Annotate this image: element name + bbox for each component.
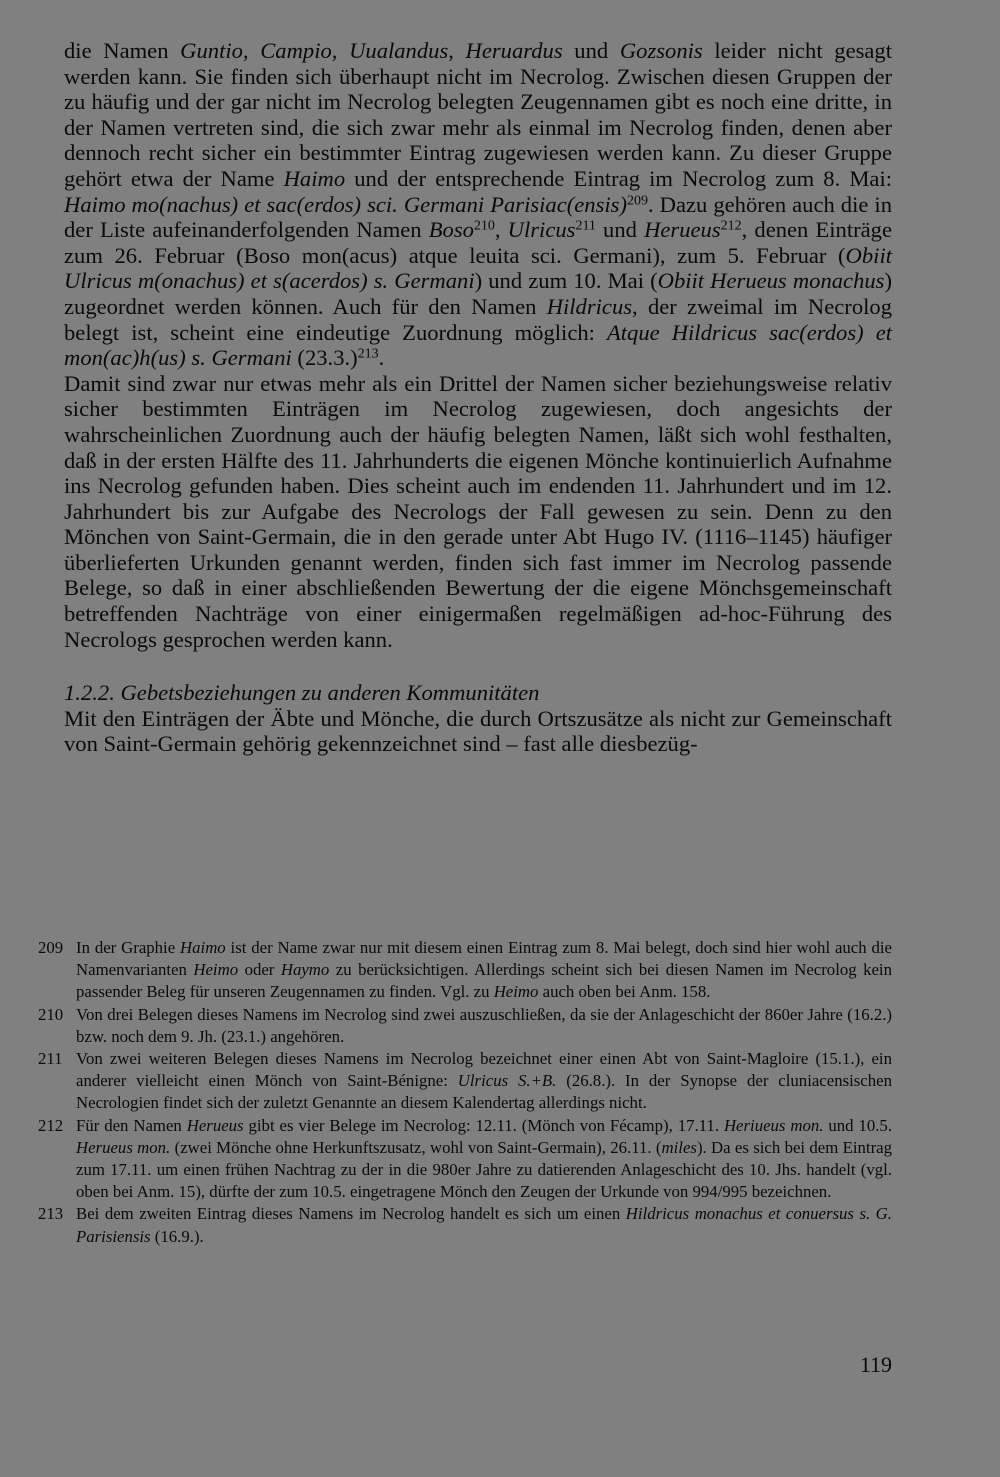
text: ) zugeordnet werden können. Auch für den Namen xyxy=(64,268,892,319)
footnote-212 xyxy=(38,1115,892,1204)
italic-text: Haimo mo(nachus) et sac(erdos) sci. Germani Parisiac(ensis) xyxy=(64,191,627,217)
italic-text: Gozsonis xyxy=(619,38,703,63)
italic-text: Atque Hildricus sac(erdos) et mon(ac)h(us) s. Germani xyxy=(64,319,892,371)
italic-text: Haimo xyxy=(283,165,346,191)
italic-text: Heriueus mon. xyxy=(723,1115,824,1135)
page-number: 119 xyxy=(859,1352,892,1377)
footnote-209 xyxy=(38,937,892,1004)
footnotes xyxy=(38,937,892,1248)
italic-text: Herueus xyxy=(644,217,721,243)
footnote-213 xyxy=(38,1203,892,1247)
italic-text: Herueus mon. xyxy=(76,1137,171,1157)
text: . xyxy=(378,345,385,371)
italic-text: Heimo xyxy=(493,982,539,1002)
footnote-text xyxy=(76,937,892,1004)
text: , xyxy=(494,217,508,243)
text: (16.9.). xyxy=(150,1226,204,1246)
text: Für den Namen xyxy=(76,1115,187,1135)
text: In der Graphie xyxy=(76,938,181,957)
footnote-210 xyxy=(38,1004,892,1048)
footnote-number: 213 xyxy=(38,1204,64,1224)
italic-text: Obiit Herueus monachus xyxy=(657,268,885,294)
italic-text: Herueus xyxy=(186,1115,244,1135)
italic-text: Hildricus monachus et conuersus s. G. Parisiensis xyxy=(76,1204,892,1246)
text: auch oben bei Anm. 158. xyxy=(538,982,711,1002)
text: . Dazu gehören auch die in der Liste aufeinanderfolgenden Namen xyxy=(64,191,893,243)
italic-text: Hildricus xyxy=(546,293,633,319)
text: und xyxy=(595,217,645,243)
italic-text: Guntio, Campio, Uualandus, Heruardus xyxy=(180,38,563,63)
text: ) und zum 10. Mai ( xyxy=(474,268,658,294)
text: leider nicht gesagt werden kann. Sie finden sich überhaupt nicht im Necrolog. Zwischen diesen Gruppen der zu häufig und der gar nicht im Necrolog belegten Zeugennamen gibt es noch eine dritte, in der Namen vertreten sind, die sich zwar mehr als einmal im Necrolog finden, denen aber dennoch recht sicher ein bestimmter Eintrag zugewiesen werden kann. Zu dieser Gruppe gehört etwa der Name xyxy=(64,38,892,191)
section-heading: 1.2.2. Gebetsbeziehungen zu anderen Kommunitäten xyxy=(64,680,540,706)
text: (zwei Mönche ohne Herkunftszusatz, wohl von Saint-Germain), 26.11. ( xyxy=(170,1137,662,1157)
footnote-text xyxy=(76,1115,892,1204)
italic-text: Boso xyxy=(428,217,474,243)
paragraph-3: Mit den Einträgen der Äbte und Mönche, die durch Ortszusätze als nicht zur Gemeinschaft von Saint-Germain gehörig gekennzeichnet sind – fast alle diesbezüg- xyxy=(64,705,892,757)
text: und xyxy=(562,38,620,63)
italic-text: Haymo xyxy=(280,960,330,980)
footnote-number: 210 xyxy=(38,1004,64,1024)
text: , der zweimal im Necrolog belegt ist, scheint eine eindeutige Zuordnung möglich: xyxy=(64,293,892,345)
text: zu berücksichtigen. Allerdings scheint sich bei diesen Namen im Necrolog kein passender Beleg für unseren Zeugennamen zu finden. Vgl. zu xyxy=(76,960,892,1002)
footnote-text xyxy=(76,1203,892,1247)
italic-text: Ulricus xyxy=(507,217,576,243)
footnote-ref-212[interactable]: 212 xyxy=(720,218,742,234)
text: und 10.5. xyxy=(823,1115,893,1135)
italic-text: Ulricus S.+B. xyxy=(457,1071,557,1091)
text: Von zwei weiteren Belegen dieses Namens im Necrolog bezeichnet einer einen Abt von Saint-Magloire (15.1.), ein anderer vielleicht einen Mönch von Saint-Bénigne: xyxy=(76,1049,892,1091)
text: und der entsprechende Eintrag im Necrolog zum 8. Mai: xyxy=(345,165,892,191)
text: ). Da es sich bei dem Eintrag zum 17.11. um einen frühen Nachtrag zu der in die 980er Jahre zu datierenden Anlageschicht des 10. Jhs. handelt (vgl. oben bei Anm. 15), dürfte der zum 10.5. eingetragene Mönch den Zeugen der Urkunde von 994/995 bezeichnen. xyxy=(76,1137,892,1202)
footnote-ref-213[interactable]: 213 xyxy=(357,346,379,362)
paragraph-2: Damit sind zwar nur etwas mehr als ein Drittel der Namen sicher beziehungsweise relativ sicher bestimmten Einträgen im Necrolog zugewiesen, doch angesichts der wahrscheinlichen Zuordnung auch der häufig belegten Namen, läßt sich wohl festhalten, daß in der ersten Hälfte des 11. Jahrhunderts die eigenen Mönche kontinuierlich Aufnahme ins Necrolog gefunden haben. Dies scheint auch im endenden 11. Jahrhundert und im 12. Jahrhundert bis zur Aufgabe des Necrologs der Fall gewesen zu sein. Denn zu den Mönchen von Saint-Germain, die in den gerade unter Abt Hugo IV. (1116–1145) häufiger überlieferten Urkunden genannt werden, finden sich fast immer im Necrolog passende Belege, so daß in einer abschließenden Bewertung der die eigene Mönchsgemeinschaft betreffenden Nachträge von einer einigermaßen regelmäßigen ad-hoc-Führung des Necrologs gesprochen werden kann. xyxy=(64,370,892,652)
text: oder xyxy=(238,960,281,980)
italic-text: Obiit Ulricus m(onachus) et s(acerdos) s. Germani xyxy=(64,242,892,294)
text: gibt es vier Belege im Necrolog: 12.11. (Mönch von Fécamp), 17.11. xyxy=(243,1115,724,1135)
footnote-number: 211 xyxy=(38,1049,63,1069)
paragraph-1 xyxy=(64,38,892,371)
footnote-number: 212 xyxy=(38,1115,64,1135)
text: ist der Name zwar nur mit diesem einen Eintrag zum 8. Mai belegt, doch sind hier wohl auch die Namenvarianten xyxy=(76,938,892,980)
text: (26.8.). In der Synopse der cluniacensischen Necrologien findet sich der zuletzt Genannte an diesem Kalendertag allerdings nicht. xyxy=(76,1071,892,1113)
italic-text: Heimo xyxy=(193,960,239,980)
text: die Namen xyxy=(64,38,181,63)
text: Bei dem zweiten Eintrag dieses Namens im Necrolog handelt es sich um einen xyxy=(76,1204,626,1224)
footnote-ref-211[interactable]: 211 xyxy=(575,218,596,234)
text: (23.3.) xyxy=(291,345,358,371)
main-text xyxy=(64,38,892,757)
footnote-number: 209 xyxy=(38,938,64,957)
footnote-ref-210[interactable]: 210 xyxy=(473,218,495,234)
footnote-ref-209[interactable]: 209 xyxy=(627,192,648,208)
footnote-text xyxy=(76,1048,892,1115)
italic-text: miles xyxy=(661,1137,697,1157)
text: , denen Einträge zum 26. Februar (Boso mon(acus) atque leuita sci. Germani), zum 5. Februar ( xyxy=(64,217,892,268)
footnote-211 xyxy=(38,1048,892,1115)
footnote-text: Von drei Belegen dieses Namens im Necrolog sind zwei auszuschließen, da sie der Anlageschicht der 860er Jahre (16.2.) bzw. noch dem 9. Jh. (23.1.) angehören. xyxy=(76,1004,892,1046)
italic-text: Haimo xyxy=(180,938,226,957)
